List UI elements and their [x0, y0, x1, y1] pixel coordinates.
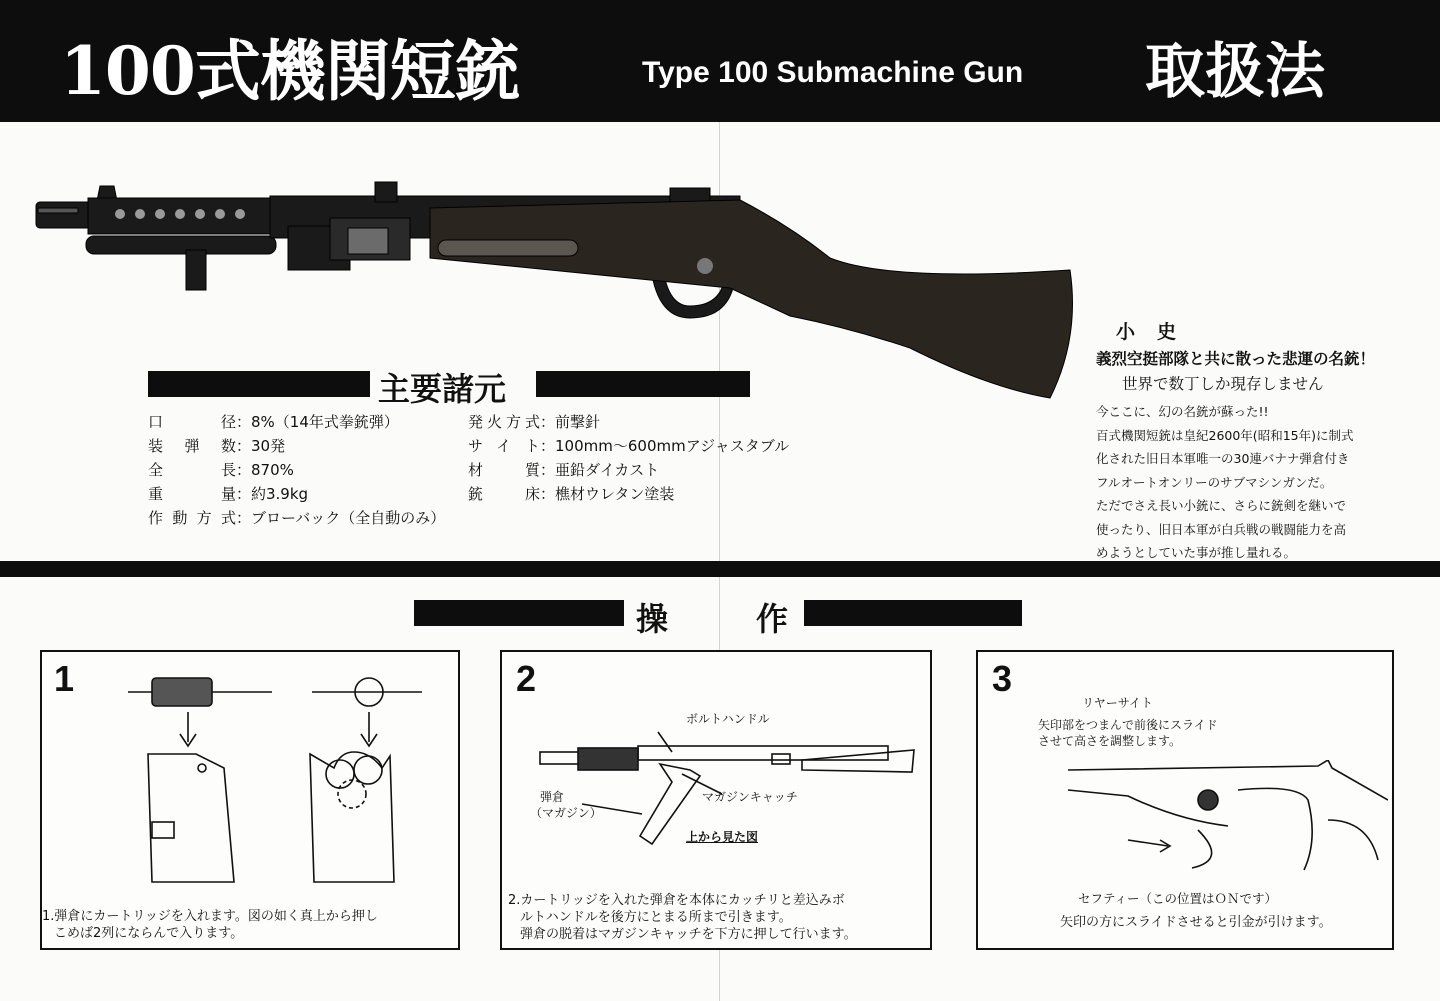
spec-value: ：100mm～600mmアジャスタブル: [540, 437, 790, 455]
history-line: ただでさえ長い小銃に、さらに銃剣を継いで: [1096, 498, 1347, 513]
spec-key: サイト: [468, 437, 540, 455]
magazine-loading-diagram: [122, 672, 452, 902]
spec-row: [468, 434, 789, 458]
spec-key: 作動方式: [148, 509, 236, 527]
operation-title-bar-left: [414, 600, 624, 626]
step-1-caption: [42, 908, 378, 942]
label-magazine: 弾倉: [540, 790, 565, 804]
spec-row: [468, 410, 789, 434]
spec-key: 重 量: [148, 485, 236, 503]
label-bolt-handle: ボルトハンドル: [686, 712, 770, 726]
title-japanese: 100式機関短銃: [60, 32, 520, 110]
history-body: [1096, 400, 1416, 565]
safety-diagram: [1068, 760, 1388, 880]
title-suffix: 取扱法: [1145, 37, 1325, 107]
spec-row: [148, 458, 445, 482]
history-lead-2: 世界で数丁しか現存しません: [1122, 375, 1324, 393]
caption-line: 2.カートリッジを入れた弾倉を本体にカッチリと差込みボ: [508, 893, 845, 908]
label-top-view: 上から見た図: [686, 830, 759, 844]
section-divider: [0, 561, 1440, 577]
step-2-caption: [508, 892, 857, 943]
spec-key: 口 径: [148, 413, 236, 431]
operation-title-a: 操: [636, 600, 669, 638]
history-lead: 義烈空挺部隊と共に散った悲運の名銃！: [1096, 350, 1376, 368]
specs-title-bar-left: [148, 371, 370, 397]
specs-title: 主要諸元: [378, 370, 507, 408]
spec-value: ：8%（14年式拳銃弾）: [236, 413, 399, 431]
history-line: 使ったり、旧日本軍が白兵戦の戦闘能力を高: [1096, 521, 1347, 537]
label-magazine-catch: マガジンキャッチ: [702, 790, 798, 804]
step-2-panel: [500, 650, 932, 950]
operation-title-bar-right: [804, 600, 1022, 626]
spec-row: [148, 482, 445, 506]
history-line: 百式機関短銃は皇紀2600年(昭和15年)に制式: [1096, 427, 1354, 443]
step-3-caption: 矢印の方にスライドさせると引金が引けます。: [1060, 915, 1332, 930]
label-magazine-2: （マガジン）: [530, 806, 602, 820]
specs-left-column: [148, 410, 445, 530]
label-rear-sight: リヤーサイト: [1082, 696, 1153, 710]
spec-key: 発火方式: [468, 413, 540, 431]
step-1-panel: [40, 650, 460, 950]
spec-row: [148, 434, 445, 458]
spec-value: ：870%: [236, 461, 294, 479]
spec-row: [468, 482, 789, 506]
spec-value: ：樵材ウレタン塗装: [540, 485, 675, 503]
specs-right-column: [468, 410, 789, 506]
spec-value: ：前撃針: [540, 413, 601, 431]
spec-value: ：約3.9kg: [236, 485, 309, 503]
history-line: めようとしていた事が推し量れる。: [1096, 545, 1297, 560]
spec-value: ：亜鉛ダイカスト: [540, 461, 660, 479]
caption-line: 弾倉の脱着はマガジンキャッチを下方に押して行います。: [520, 927, 857, 942]
label-sight-desc-2: させて高さを調整します。: [1038, 734, 1182, 748]
label-sight-desc: 矢印部をつまんで前後にスライド: [1038, 718, 1218, 732]
spec-value: ：30発: [236, 437, 286, 455]
history-line: フルオートオンリーのサブマシンガンだ。: [1096, 474, 1333, 490]
spec-row: [148, 506, 445, 530]
step-2-number: 2: [516, 658, 537, 699]
spec-key: 全 長: [148, 461, 236, 479]
specs-title-bar-right: [536, 371, 750, 397]
step-3-panel: [976, 650, 1394, 950]
history-title: 小史: [1116, 321, 1199, 343]
spec-key: 銃 床: [468, 485, 540, 503]
spec-key: 装弾数: [148, 437, 236, 455]
spec-row: [468, 458, 789, 482]
operation-title-b: 作: [756, 600, 789, 638]
top-view-diagram: [522, 724, 922, 874]
caption-line: 1.弾倉にカートリッジを入れます。図の如く真上から押し: [42, 909, 378, 924]
caption-line: ルトハンドルを後方にとまる所まで引きます。: [520, 910, 792, 925]
label-safety: セフティー（この位置はＯＮです）: [1078, 891, 1278, 906]
spec-key: 材 質: [468, 461, 540, 479]
caption-line: こめば2列にならんで入ります。: [54, 926, 244, 941]
spec-value: ：ブローバック（全自動のみ）: [236, 509, 446, 527]
title-english: Type 100 Submachine Gun: [642, 56, 1024, 89]
step-3-number: 3: [992, 658, 1013, 699]
history-line: 今ここに、幻の名銃が蘇った!!: [1096, 404, 1269, 419]
history-line: 化された旧日本軍唯一の30連バナナ弾倉付き: [1096, 451, 1350, 466]
spec-row: [148, 410, 445, 434]
step-1-number: 1: [54, 658, 75, 699]
